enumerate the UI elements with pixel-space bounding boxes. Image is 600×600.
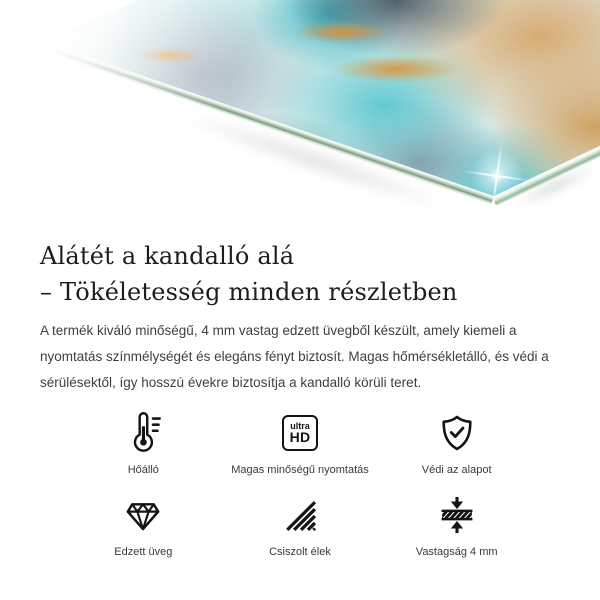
feature-label: Hőálló [127, 464, 159, 476]
section-title-line1: Alátét a kandalló alá [40, 242, 295, 270]
feature-thickness [378, 492, 535, 558]
ultra-hd-text-top: ultra [290, 421, 310, 431]
ultra-hd-icon [282, 410, 318, 456]
diamond-icon [123, 492, 163, 538]
feature-tempered-glass [65, 492, 222, 558]
feature-label: Edzett üveg [114, 546, 173, 558]
ultra-hd-text-bottom: HD [289, 429, 311, 445]
shield-check-icon [438, 410, 476, 456]
feature-high-quality-print [222, 410, 379, 476]
feature-label: Vastagság 4 mm [415, 546, 498, 558]
feature-label: Csiszolt élek [269, 546, 331, 558]
sparkle-highlight [457, 136, 536, 215]
features-grid [65, 410, 535, 558]
feature-polished-edges [222, 492, 379, 558]
section-title [40, 238, 560, 310]
feature-label: Védi az alapot [421, 464, 492, 476]
feature-protects-base [378, 410, 535, 476]
thermometer-icon [123, 410, 163, 456]
product-description-section [0, 238, 600, 558]
feature-label: Magas minőségű nyomtatás [231, 464, 369, 476]
feature-heat-resistant [65, 410, 222, 476]
section-description: A termék kiváló minőségű, 4 mm vastag edzett üvegből készült, amely kiemeli a nyomtatás színmélységét és elegáns fényt biztosít. Magas hőmérsékletálló, és védi a sérülésektől, így hosszú évekre biztosítja a kandalló körüli teret. [40, 323, 549, 390]
polished-edges-icon [282, 492, 318, 538]
ultra-hd-badge [282, 415, 318, 451]
thickness-icon [438, 492, 476, 538]
product-image [0, 0, 600, 230]
section-title-line2: – Tökéletesség minden részletben [40, 278, 458, 306]
